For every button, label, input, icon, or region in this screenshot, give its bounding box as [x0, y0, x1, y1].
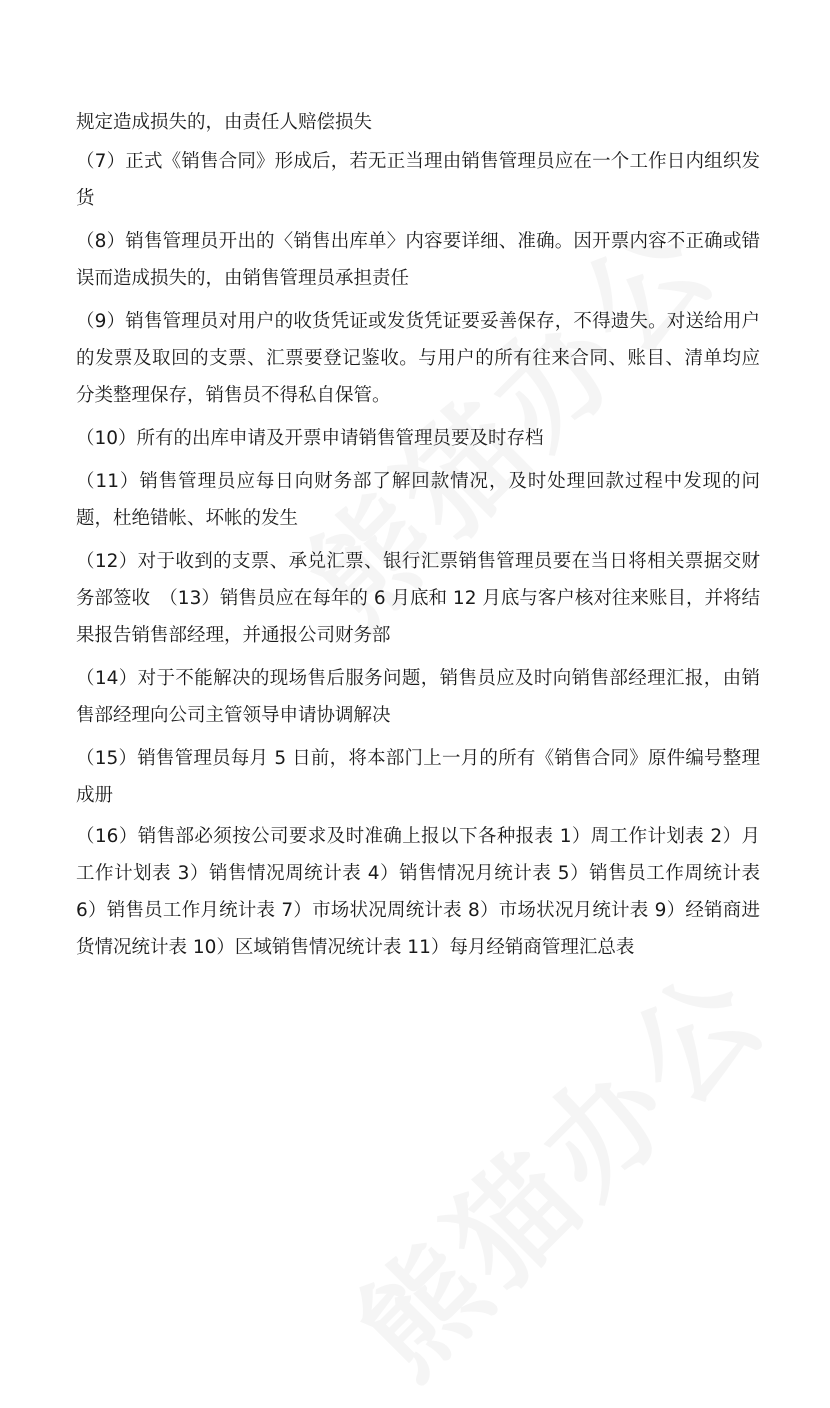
paragraph: （7）正式《销售合同》形成后，若无正当理由销售管理员应在一个工作日内组织发货	[76, 151, 760, 209]
paragraph: （9）销售管理员对用户的收货凭证或发货凭证要妥善保存，不得遗失。对送给用户的发票及取回的支票、汇票要登记鉴收。与用户的所有往来合同、账目、清单均应分类整理保存，销售员不得私自保管。	[76, 311, 760, 406]
paragraph: （15）销售管理员每月 5 日前，将本部门上一月的所有《销售合同》原件编号整理成册	[76, 748, 760, 806]
paragraph: （14）对于不能解决的现场售后服务问题，销售员应及时向销售部经理汇报，由销售部经理向公司主管领导申请协调解决	[76, 668, 760, 726]
watermark	[314, 924, 798, 1408]
paragraph: （12）对于收到的支票、承兑汇票、银行汇票销售管理员要在当日将相关票据交财务部签收 （13）销售员应在每年的 6 月底和 12 月底与客户核对往来账目，并将结果报告销售部经理，并通报公司财务部	[76, 551, 760, 646]
paragraph: （8）销售管理员开出的〈销售出库单〉内容要详细、准确。因开票内容不正确或错误而造成损失的，由销售管理员承担责任	[76, 231, 760, 289]
paragraph: 规定造成损失的，由责任人赔偿损失	[76, 112, 373, 133]
paragraph: （11）销售管理员应每日向财务部了解回款情况，及时处理回款过程中发现的问题，杜绝错帐、坏帐的发生	[76, 471, 760, 529]
paragraph: （10）所有的出库申请及开票申请销售管理员要及时存档	[76, 428, 544, 449]
document-body	[76, 104, 760, 972]
paragraph: （16）销售部必须按公司要求及时准确上报以下各种报表 1）周工作计划表 2）月工作计划表 3）销售情况周统计表 4）销售情况月统计表 5）销售员工作周统计表 6）销售员工作月统计表 7）市场状况周统计表 8）市场状况月统计表 9）经销商进货情况统计表 10）区域销售情况统计表 11）每月经销商管理汇总表	[76, 826, 760, 958]
